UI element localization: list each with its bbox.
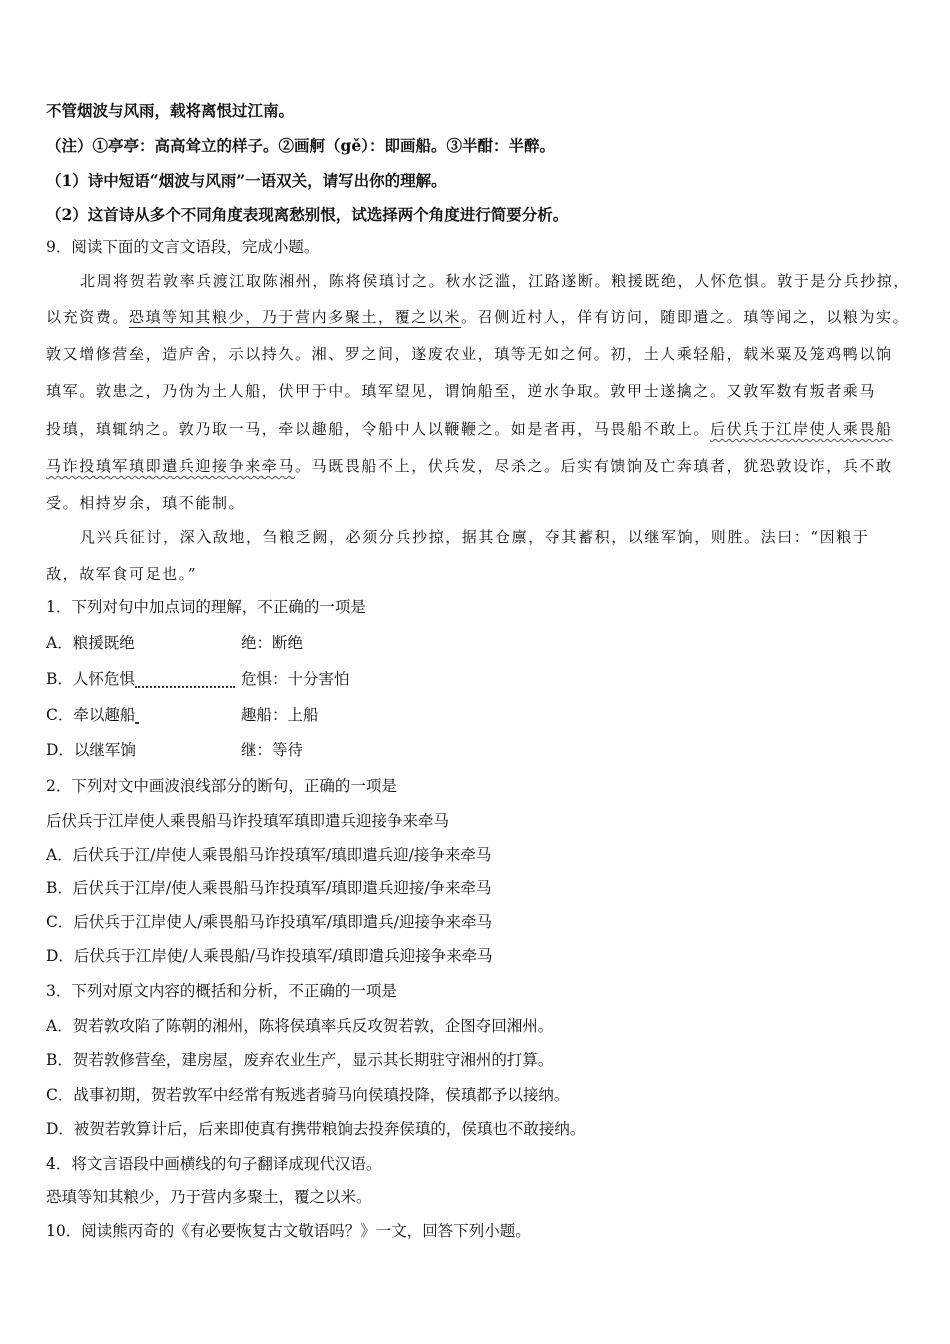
passage-line: 受。相持岁余，瑱不能制。 (46, 494, 246, 512)
option-meaning: 绝：断绝 (241, 634, 304, 652)
poem-last-line: 不管烟波与风雨，载将离恨过江南。 (46, 101, 295, 120)
option-a: A．贺若敦攻陷了陈朝的湘州，陈将侯瑱率兵反攻贺若敦，企图夺回湘州。 (46, 1017, 554, 1035)
passage-line: 瑱军。敦患之，乃伪为土人船，伏甲于中。瑱军望见，谓饷船至，逆水争取。敦甲士遂擒之。又敦军数有叛者乘马 (46, 382, 877, 400)
sub-question-4-sentence: 恐瑱等知其粮少，乃于营内多聚土，覆之以米。 (46, 1188, 372, 1206)
option-word: C．牵以趣船 (46, 706, 136, 724)
passage-line: 敦又增修营垒，造庐舍，示以持久。湘、罗之间，遂废农业，瑱等无如之何。初，土人乘轻船，载米粟及笼鸡鸭以饷 (46, 345, 893, 363)
option-meaning: 危惧：十分害怕 (241, 670, 350, 688)
option-c (46, 705, 319, 725)
poem-question-2: （2）这首诗从多个不同角度表现离愁别恨，试选择两个角度进行简要分析。 (46, 205, 569, 224)
underlined-sentence: 恐瑱等知其粮少，乃于营内多聚土，覆之以米 (129, 308, 462, 326)
poem-notes: （注）①亭亭：高高耸立的样子。②画舸（gě）：即画船。③半酣：半醉。 (46, 136, 555, 155)
passage-line (46, 419, 893, 439)
passage-line: 凡兴兵征讨，深入敌地，刍粮乏阙，必须分兵抄掠，据其仓廪，夺其蓄积，以继军饷，则胜。法曰：“因粮于 (80, 528, 870, 546)
option-a (46, 633, 304, 653)
option-c: C．战事初期，贺若敦军中经常有叛逃者骑马向侯瑱投降，侯瑱都予以接纳。 (46, 1086, 570, 1104)
emphasis-dots (135, 686, 235, 688)
option-d: D．被贺若敦算计后，后来即使真有携带粮饷去投奔侯瑱的，侯瑱也不敢接纳。 (46, 1120, 586, 1138)
option-d (46, 740, 304, 760)
option-meaning: 趣船：上船 (241, 706, 319, 724)
passage-line (46, 307, 909, 327)
option-b: B．贺若敦修营垒，建房屋，废弃农业生产，显示其长期驻守湘州的打算。 (46, 1051, 554, 1069)
emphasis-dot (135, 722, 139, 724)
option-b: B．后伏兵于江岸/使人乘畏船马诈投瑱军/瑱即遣兵迎接/争来牵马 (46, 879, 492, 897)
option-a: A．后伏兵于江/岸使人乘畏船马诈投瑱军/瑱即遣兵迎/接争来牵马 (46, 846, 492, 864)
passage-line (46, 456, 893, 476)
option-word: B．人怀危惧 (46, 670, 135, 688)
poem-question-1: （1）诗中短语“烟波与风雨”一语双关，请写出你的理解。 (46, 171, 447, 190)
passage-text: 以充资费。 (46, 308, 130, 326)
sub-question-3-stem: 3．下列对原文内容的概括和分析，不正确的一项是 (46, 982, 397, 1000)
passage-text: 投瑱，瑱辄纳之。敦乃取一马，牵以趣船，令船中人以鞭鞭之。如是者再，马畏船不敢上。 (46, 420, 711, 438)
passage-text: 。召侧近村人，佯有访问，随即遣之。瑱等闻之，以粮为实。 (461, 308, 910, 326)
passage-text: 。马既畏船不上，伏兵发，尽杀之。后实有馈饷及亡奔瑱者，犹恐敦设诈，兵不敢 (295, 457, 893, 475)
sub-question-4-stem: 4．将文言语段中画横线的句子翻译成现代汉语。 (46, 1155, 382, 1173)
option-b (46, 669, 350, 689)
q10-heading: 10．阅读熊丙奇的《有必要恢复古文敬语吗？》一文，回答下列小题。 (46, 1222, 531, 1240)
option-word: A．粮援既绝 (46, 634, 135, 652)
sub-question-1-stem: 1．下列对句中加点词的理解，不正确的一项是 (46, 598, 366, 616)
option-c: C．后伏兵于江岸使人/乘畏船马诈投瑱军/瑱即遣兵/迎接争来牵马 (46, 913, 493, 931)
wavy-underlined-text: 马诈投瑱军瑱即遣兵迎接争来牵马 (46, 457, 296, 475)
option-d: D．后伏兵于江岸使/人乘畏船/马诈投瑱军/瑱即遣兵迎接争来牵马 (46, 947, 493, 965)
q9-heading: 9．阅读下面的文言文语段，完成小题。 (46, 238, 320, 256)
wavy-underlined-text: 后伏兵于江岸使人乘畏船 (710, 420, 893, 438)
passage-line: 北周将贺若敦率兵渡江取陈湘州，陈将侯瑱讨之。秋水泛滥，江路遂断。粮援既绝，人怀危惧。敦于是分兵抄掠， (80, 272, 911, 290)
option-meaning: 继：等待 (241, 741, 304, 759)
sub-question-2-stem: 2．下列对文中画波浪线部分的断句，正确的一项是 (46, 777, 397, 795)
sub-question-2-sentence: 后伏兵于江岸使人乘畏船马诈投瑱军瑱即遣兵迎接争来牵马 (46, 812, 450, 830)
option-word: D．以继军饷 (46, 741, 136, 759)
passage-line: 敌，故军食可足也。” (46, 565, 198, 583)
